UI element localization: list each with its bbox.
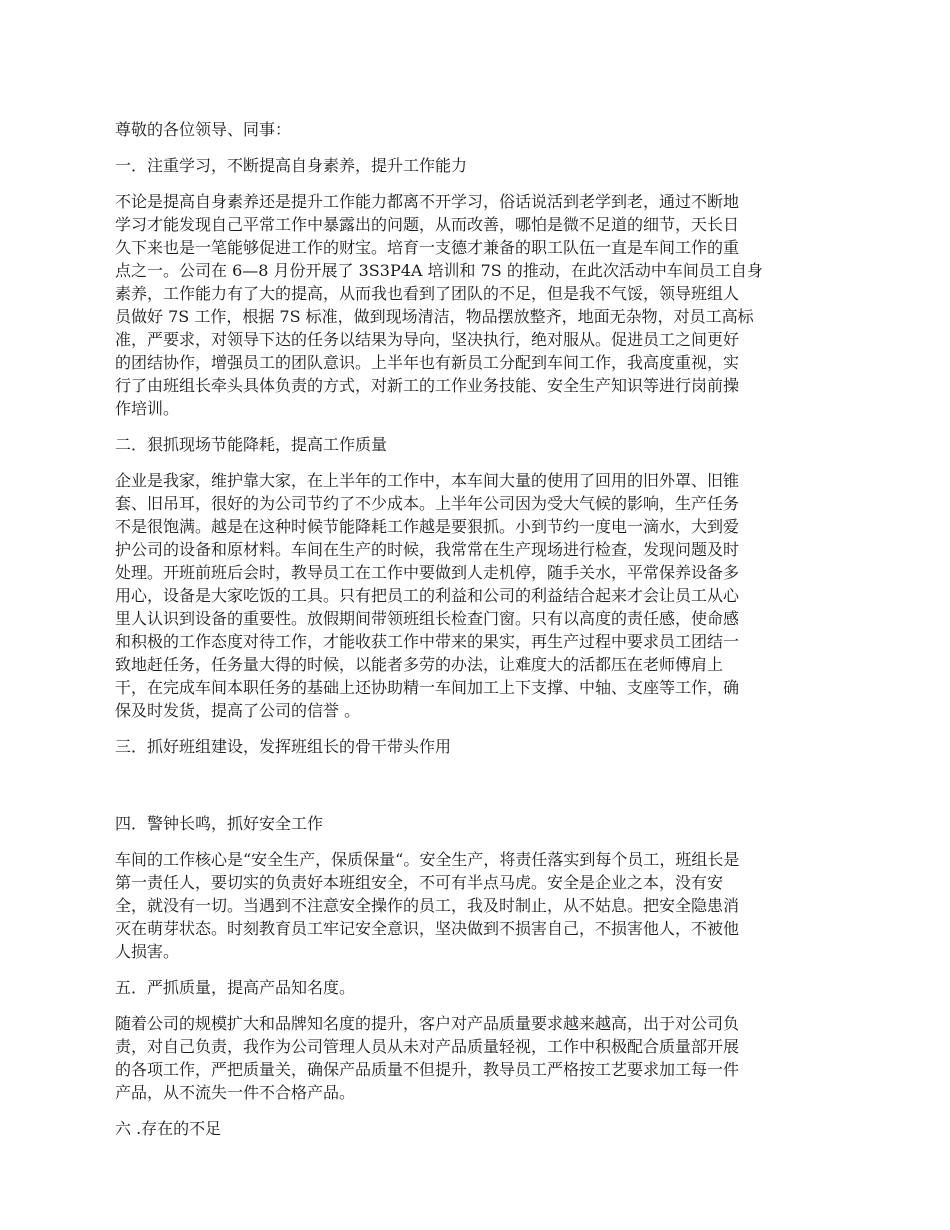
paragraph-line: 准，严要求，对领导下达的任务以结果为导向，坚决执行，绝对服从。促进员工之间更好 <box>115 330 740 349</box>
paragraph-line: 灭在萌芽状态。时刻教育员工牢记安全意识，坚决做到不损害自己，不损害他人，不被他 <box>115 919 740 938</box>
blank-space <box>115 771 840 812</box>
paragraph-line: 不是很饱满。越是在这种时候节能降耗工作越是要狠抓。小到节约一度电一滴水，大到爱 <box>115 517 740 536</box>
paragraph-line: 里人认识到设备的重要性。放假期间带领班组长检查门窗。只有以高度的责任感，使命感 <box>115 609 740 628</box>
paragraph-line: 处理。开班前班后会时，教导员工在工作中要做到人走机停，随手关水，平常保养设备多 <box>115 563 740 582</box>
paragraph-line: 和积极的工作态度对待工作，才能收获工作中带来的果实，再生产过程中要求员工团结一 <box>115 632 740 651</box>
section-5-paragraph <box>115 1012 840 1104</box>
paragraph-line: 作培训。 <box>115 399 180 418</box>
section-6-heading: 六 .存在的不足 <box>115 1119 222 1138</box>
paragraph-line: 套、旧吊耳，很好的为公司节约了不少成本。上半年公司因为受大气候的影响，生产任务 <box>115 494 740 513</box>
paragraph-line: 第一责任人，要切实的负责好本班组安全，不可有半点马虎。安全是企业之本，没有安 <box>115 873 724 892</box>
section-2-heading: 二．狠抓现场节能降耗，提高工作质量 <box>115 435 388 454</box>
paragraph-line: 致地赶任务，任务量大得的时候，以能者多劳的办法，让难度大的活都压在老师傅肩上 <box>115 655 724 674</box>
paragraph-line: 行了由班组长牵头具体负责的方式，对新工的工作业务技能、安全生产知识等进行岗前操 <box>115 376 740 395</box>
paragraph-line: 员做好 7S 工作，根据 7S 标准，做到现场清洁，物品摆放整齐，地面无杂物，对员工高标 <box>115 307 754 326</box>
paragraph-line: 保及时发货，提高了公司的信誉 。 <box>115 701 361 720</box>
section-1-paragraph <box>115 190 840 420</box>
paragraph-line: 产品，从不流失一件不合格产品。 <box>115 1083 356 1102</box>
section-4-heading: 四．警钟长鸣，抓好安全工作 <box>115 814 324 833</box>
section-5-heading: 五．严抓质量，提高产品知名度。 <box>115 978 356 997</box>
paragraph-line: 责，对自己负责，我作为公司管理人员从未对产品质量轻视，工作中积极配合质量部开展 <box>115 1037 740 1056</box>
paragraph-line: 不论是提高自身素养还是提升工作能力都离不开学习，俗话说活到老学到老，通过不断地 <box>115 192 740 211</box>
document-body <box>115 118 840 1153</box>
paragraph-line: 全，就没有一切。当遇到不注意安全操作的员工，我及时制止，从不姑息。把安全隐患消 <box>115 896 740 915</box>
paragraph-line: 企业是我家，维护靠大家，在上半年的工作中，本车间大量的使用了回用的旧外罩、旧锥 <box>115 471 740 490</box>
paragraph-line: 车间的工作核心是“安全生产，保质保量“。安全生产，将责任落实到每个员工，班组长是 <box>115 850 740 869</box>
paragraph-line: 用心，设备是大家吃饭的工具。只有把员工的利益和公司的利益结合起来才会让员工从心 <box>115 586 740 605</box>
greeting: 尊敬的各位领导、同事： <box>115 120 292 139</box>
paragraph-line: 学习才能发现自己平常工作中暴露出的问题，从而改善，哪怕是微不足道的细节，天长日 <box>115 215 740 234</box>
paragraph-line: 随着公司的规模扩大和品牌知名度的提升，客户对产品质量要求越来越高，出于对公司负 <box>115 1014 740 1033</box>
section-3-heading: 三．抓好班组建设，发挥班组长的骨干带头作用 <box>115 737 452 756</box>
section-1-heading: 一．注重学习，不断提高自身素养，提升工作能力 <box>115 156 468 175</box>
paragraph-line: 点之一。公司在 6—8 月份开展了 3S3P4A 培训和 7S 的推动，在此次活动中车间员工自身 <box>115 261 763 280</box>
paragraph-line: 素养，工作能力有了大的提高，从而我也看到了团队的不足，但是我不气馁，领导班组人 <box>115 284 740 303</box>
paragraph-line: 干，在完成车间本职任务的基础上还协助精一车间加工上下支撑、中轴、支座等工作，确 <box>115 678 740 697</box>
paragraph-line: 人损害。 <box>115 942 180 961</box>
section-2-paragraph <box>115 469 840 722</box>
paragraph-line: 护公司的设备和原材料。车间在生产的时候，我常常在生产现场进行检查，发现问题及时 <box>115 540 740 559</box>
paragraph-line: 的团结协作，增强员工的团队意识。上半年也有新员工分配到车间工作，我高度重视，实 <box>115 353 740 372</box>
paragraph-line: 久下来也是一笔能够促进工作的财宝。培育一支德才兼备的职工队伍一直是车间工作的重 <box>115 238 740 257</box>
paragraph-line: 的各项工作，严把质量关，确保产品质量不但提升，教导员工严格按工艺要求加工每一件 <box>115 1060 740 1079</box>
section-4-paragraph <box>115 848 840 963</box>
